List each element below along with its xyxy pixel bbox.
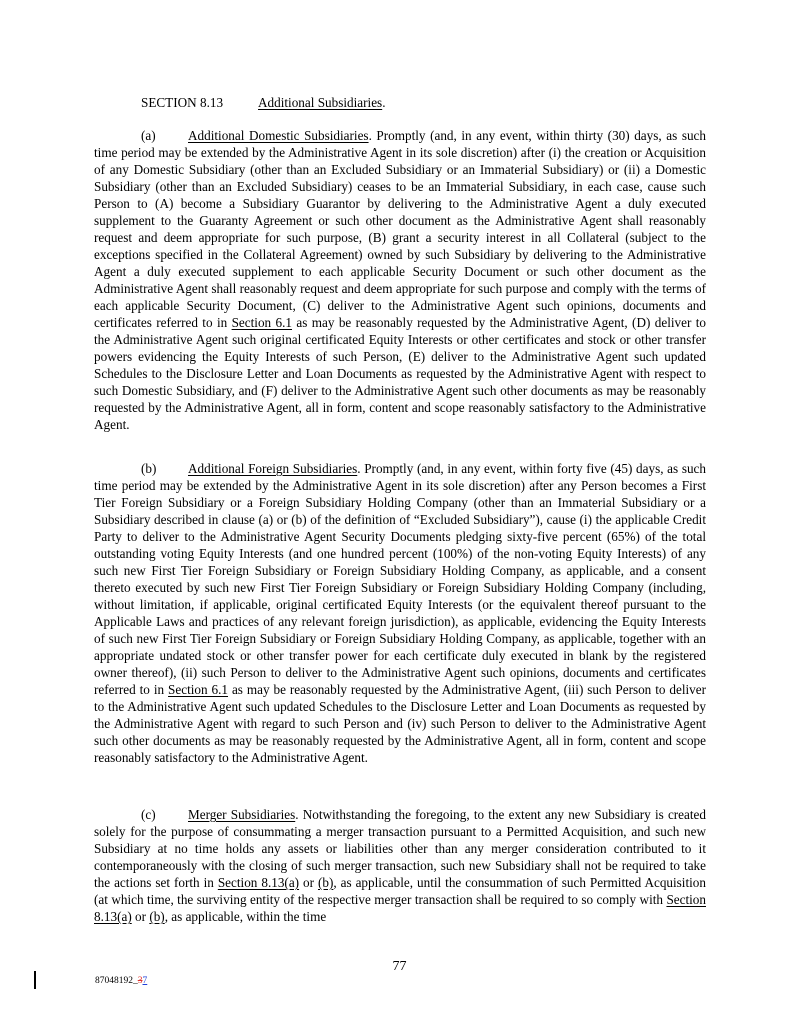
document-id-deleted-digit: 3 bbox=[137, 976, 143, 986]
document-id-inserted-digit: 7 bbox=[142, 976, 148, 986]
paragraph-a bbox=[94, 127, 706, 433]
paragraph-c-label: (c) bbox=[141, 807, 156, 822]
paragraph-c-heading: Merger Subsidiaries bbox=[188, 807, 296, 822]
paragraph-b-text-2: as may be reasonably requested by the Administrative Agent, (iii) such Person to deliver to the Administrative Agent such updated Schedules to the Disclosure Letter and Loan Documents as requested by the Administrative Agent with regard to such Person and (iv) such Person to deliver to the Administrative Agent such other documents as may be reasonably requested by the Administrative Agent, all in form, content and scope reasonably satisfactory to the Administrative Agent. bbox=[94, 682, 707, 765]
paragraph-b-text-1: . Promptly (and, in any event, within forty five (45) days, as such time period may be extended by the Administrative Agent in its sole discretion) after any Person becomes a First Tier Foreign Subsidiary or a Foreign Subsidiary Holding Company (other than an Immaterial Subsidiary or a Subsidiary described in clause (a) or (b) of the definition of “Excluded Subsidiary”), cause (i) the applicable Credit Party to deliver to the Administrative Agent Security Documents pledging sixty-five percent (65%) of the total outstanding voting Equity Interests (and one hundred percent (100%) of the non-voting Equity Interests) of any such new First Tier Foreign Subsidiary or Foreign Subsidiary Holding Company, as applicable, and a consent thereto executed by such new First Tier Foreign Subsidiary or Foreign Subsidiary Holding Company (including, without limitation, if applicable, original certificated Equity Interests (or the equivalent thereof pursuant to the Applicable Laws and practices of any relevant foreign jurisdiction), as applicable, evidencing the Equity Interests of such new First Tier Foreign Subsidiary or Foreign Subsidiary Holding Company, as applicable, together with an appropriate undated stock or other transfer power for each certificate duly executed in blank by the registered owner thereof), (ii) such Person to deliver to the Administrative Agent such opinions, documents and certificates referred to in bbox=[94, 461, 706, 697]
paragraph-a-text-2: as may be reasonably requested by the Administrative Agent, (D) deliver to the Administrative Agent such original certificated Equity Interests or other certificates and stock or other transfer powers evidencing the Equity Interests of such Person, (E) deliver to the Administrative Agent such updated Schedules to the Disclosure Letter and Loan Documents as requested by the Administrative Agent with respect to such Domestic Subsidiary, and (F) deliver to the Administrative Agent such other documents as may be reasonably requested by the Administrative Agent, all in form, content and scope reasonably satisfactory to the Administrative Agent. bbox=[94, 315, 706, 432]
section-number: SECTION 8.13 bbox=[141, 95, 224, 110]
section-6-1-reference: Section 6.1 bbox=[231, 315, 293, 330]
paragraph-b bbox=[94, 460, 706, 766]
paragraph-a-label: (a) bbox=[141, 128, 156, 143]
section-8-13a-reference: Section 8.13(a) bbox=[94, 892, 706, 924]
section-8-13a-reference: Section 8.13(a) bbox=[217, 875, 300, 890]
paragraph-c-text-2: or bbox=[299, 875, 318, 890]
paragraph-a-text-1: . Promptly (and, in any event, within thirty (30) days, as such time period may be extended by the Administrative Agent in its sole discretion) after (i) the creation or Acquisition of any Domestic Subsidiary (other than an Excluded Subsidiary or an Immaterial Subsidiary) or (ii) a Domestic Subsidiary (other than an Excluded Subsidiary) ceases to be an Immaterial Subsidiary, in each case, cause such Person to (A) become a Subsidiary Guarantor by delivering to the Administrative Agent a duly executed supplement to the Guaranty Agreement or such other document as the Administrative Agent shall reasonably request and deem appropriate for such purpose, (B) grant a security interest in all Collateral (subject to the exceptions specified in the Collateral Agreement) owned by such Subsidiary by delivering to the Administrative Agent a duly executed supplement to each applicable Security Document or such other document as the Administrative Agent shall reasonably request and deem appropriate for such purpose and comply with the terms of each applicable Security Document, (C) deliver to the Administrative Agent such opinions, documents and certificates referred to in bbox=[94, 128, 706, 330]
section-6-1-reference: Section 6.1 bbox=[168, 682, 229, 697]
page-number: 77 bbox=[392, 959, 407, 974]
paragraph-a-heading: Additional Domestic Subsidiaries bbox=[188, 128, 369, 143]
change-bar bbox=[34, 971, 36, 989]
section-heading bbox=[141, 94, 385, 111]
document-id bbox=[95, 976, 147, 987]
paragraph-b-label: (b) bbox=[141, 461, 157, 476]
clause-b-reference: (b) bbox=[149, 909, 165, 924]
document-id-prefix: 87048192_ bbox=[95, 976, 138, 986]
paragraph-b-heading: Additional Foreign Subsidiaries bbox=[188, 461, 358, 476]
section-title-period: . bbox=[382, 95, 386, 110]
clause-b-reference: (b) bbox=[317, 875, 334, 890]
paragraph-c bbox=[94, 806, 706, 925]
section-title: Additional Subsidiaries bbox=[258, 95, 383, 110]
paragraph-c-text-1: . Notwithstanding the foregoing, to the extent any new Subsidiary is created solely for the purpose of consummating a merger transaction pursuant to a Permitted Acquisition, and such new Subsidiary at no time holds any assets or liabilities other than any merger consideration contributed to it contemporaneously with the closing of such merger transaction, such new Subsidiary shall not be required to take the actions set forth in bbox=[94, 807, 707, 890]
paragraph-c-text-4: or bbox=[131, 909, 150, 924]
paragraph-c-text-5: , as applicable, within the time bbox=[164, 909, 327, 924]
paragraph-c-text-3: , as applicable, until the consummation of such Permitted Acquisition (at which time, the surviving entity of the respective merger transaction shall be required to so comply with bbox=[94, 875, 706, 907]
